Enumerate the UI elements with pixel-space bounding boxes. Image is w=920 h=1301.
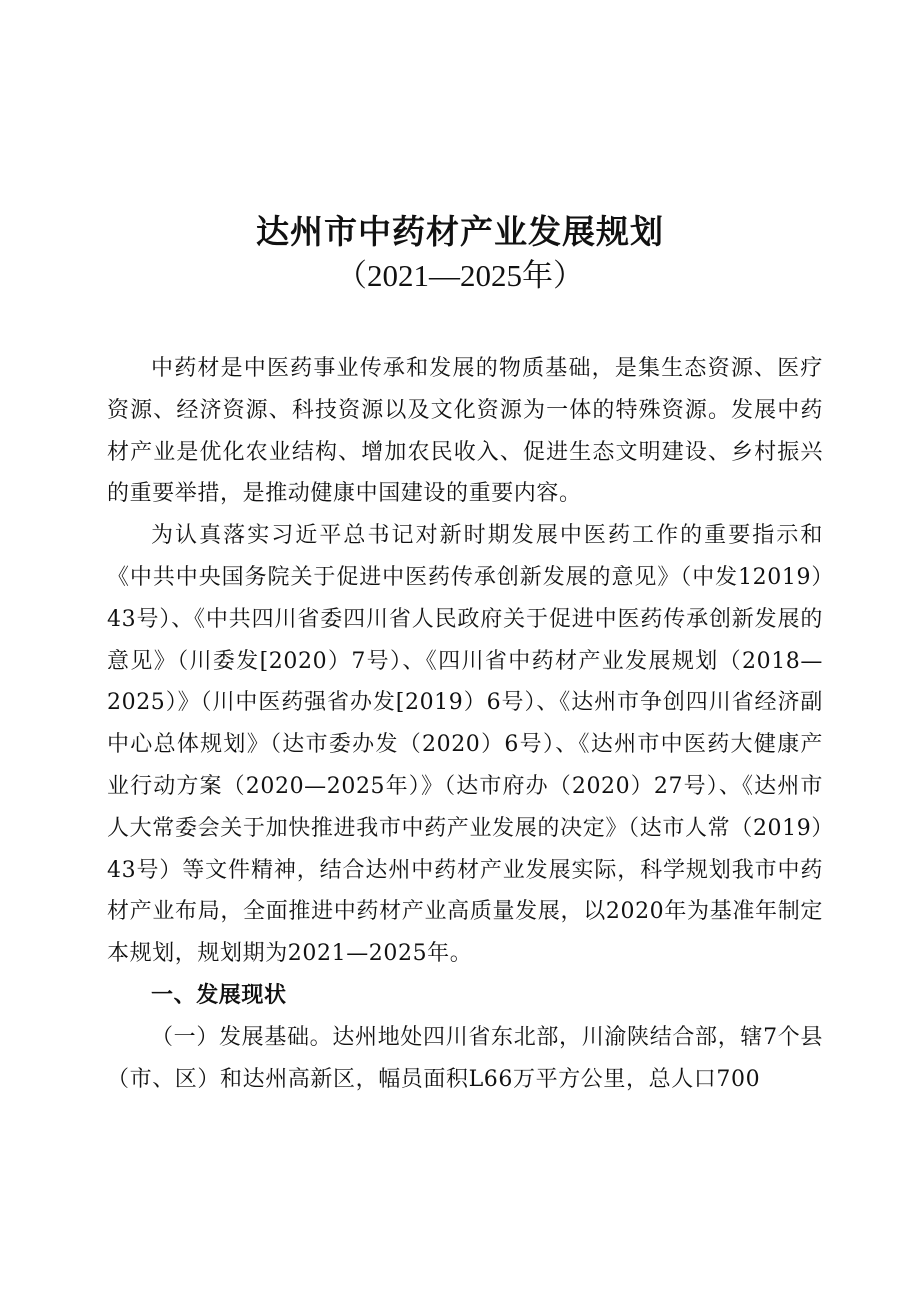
document-title: 达州市中药材产业发展规划 [256, 212, 664, 251]
document-subtitle: （2021—2025年） [336, 258, 584, 293]
intro-paragraph: 中药材是中医药事业传承和发展的物质基础，是集生态资源、医疗资源、经济资源、科技资源以及文化资源为一体的特殊资源。发展中药材产业是优化农业结构、增加农民收入、促进生态文明建设、乡村振兴的重要举措，是推动健康中国建设的重要内容。 [107, 356, 823, 507]
document-body [107, 348, 823, 1100]
section-paragraph: （一）发展基础。达州地处四川省东北部，川渝陕结合部，辖7个县（市、区）和达州高新区，幅员面积L66万平方公里，总人口700 [107, 1024, 823, 1092]
basis-paragraph: 为认真落实习近平总书记对新时期发展中医药工作的重要指示和《中共中央国务院关于促进中医药传承创新发展的意见》（中发12019）43号）、《中共四川省委四川省人民政府关于促进中医药传承创新发展的意见》（川委发[2020）7号）、《四川省中药材产业发展规划（2018—2025）》（川中医药强省办发[2019）6号）、《达州市争创四川省经济副中心总体规划》（达市委办发（2020）6号）、《达州市中医药大健康产业行动方案（2020—2025年）》（达市府办（2020）27号）、《达州市人大常委会关于加快推进我市中药产业发展的决定》（达市人常（2019）43号）等文件精神，结合达州中药材产业发展实际，科学规划我市中药材产业布局，全面推进中药材产业高质量发展，以2020年为基准年制定本规划，规划期为2021—2025年。 [107, 523, 823, 967]
section-heading: 一、发展现状 [151, 982, 287, 1008]
